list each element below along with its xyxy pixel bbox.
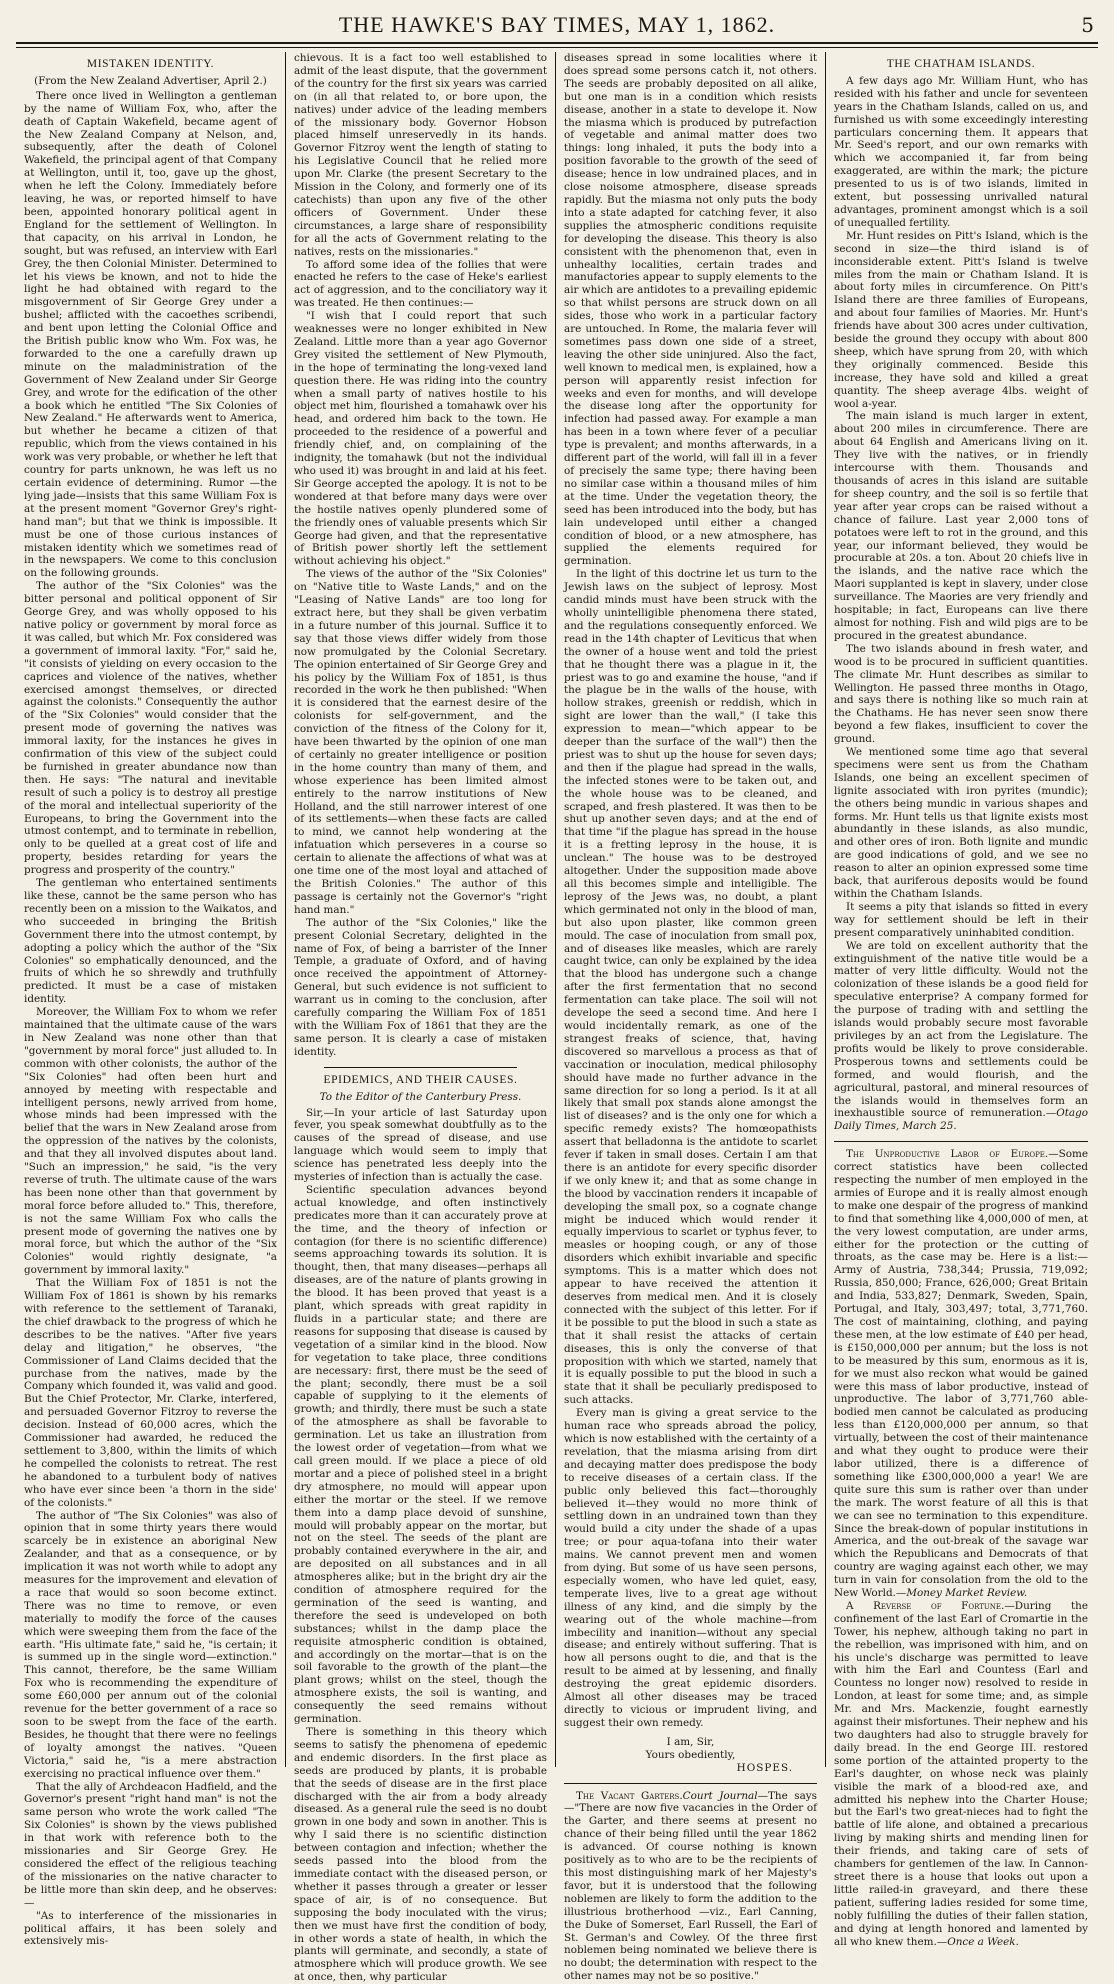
column-4 (826, 52, 1096, 1948)
paragraph: Sir,—In your article of last Saturday upon fever, you speak somewhat doubtfully as to the causes of the spread of disease, and use language which would seem to imply that science has penetrated less deeply into the mysteries of infection than is actually the case. (294, 1106, 547, 1184)
paragraph: That the William Fox of 1851 is not the William Fox of 1861 is shown by his remarks with reference to the settlement of Taranaki, the chief drawback to the progress of which he describes to be the natives. "After five years delay and litigation," he observes, "the Commissioner of Land Claims decided that the purchase from the natives, made by the Company which founded it, was valid and good. But the Chief Protector, Mr. Clarke, interfered, and persuaded Governor Fitzroy to reverse the decision. Instead of 60,000 acres, which the Commissioner had awarded, he reduced the settlement to 3,800, within the limits of which he compelled the colonists to retreat. The rest he abandoned to a turbulent body of natives who have ever since been 'a thorn in the side' of the colonists." (24, 1277, 277, 1509)
paragraph: The main island is much larger in extent, about 200 miles in circumference. There are about 64 English and Americans living on it. They live with the natives, or in friendly intercourse with them. Thousands and thousands of acres in this island are suitable for sheep country, and the soil is so fertile that year after year crops can be raised without a chance of failure. Last year 2,000 tons of potatoes were left to rot in the ground, and this year, our informant believed, they would be procurable at 20s. a ton. About 20 chiefs live in the islands, and the native race which the Maori supplanted is kept in slavery, under close surveillance. The Maories are very friendly and hospitable; in fact, Europeans can live there almost for nothing. Fish and wild pigs are to be procured in the greatest abundance. (834, 410, 1088, 642)
fortune-credit: —Once a Week. (936, 1935, 1019, 1948)
article-separator (834, 1141, 1088, 1142)
paragraph: The views of the author of the "Six Colonies" on "Native title to Waste Lands," and on the "Leasing of Native Lands" are too long for extract here, but they shall be given verbatim in a future number of this journal. Suffice it to say that those views differ widely from those now promulgated by the Colonial Secretary. The opinion entertained of Sir George Grey and his policy by the William Fox of 1851, is thus recorded in the work he then published: "When it is considered that the earnest desire of the colonists for self-government, and the conviction of the fitness of the Colony for it, have been thwarted by the opinion of one man of certainly no greater intelligence or position in the home country than many of them, and whose experience has been limited almost entirely to the narrow institutions of New Holland, and the still narrower interest of one of its settlements—when these facts are called to mind, we cannot help wondering at the infatuation which perseveres in a course so certain to alienate the affections of what was at one time one of the most loyal and attached of the British Colonies." The author of this passage is certainly not the Governor's "right hand man." (294, 568, 547, 916)
paragraph: We mentioned some time ago that several specimens were sent us from the Chatham Islands, one being an excellent specimen of lignite associated with iron pyrites (mundic); the others being mundic in various shapes and forms. Mr. Hunt tells us that lignite exists most abundantly in these islands, as also mundic, and other ores of iron. Both lignite and mundic are good indications of gold, and we see no reason to alter an opinion expressed some time back, that auriferous deposits would be found within the Chatham Islands. (834, 746, 1088, 900)
paragraph: The author of the "Six Colonies" was the bitter personal and political opponent of Sir George Grey, and was wholly opposed to his native policy or government by moral force as it was called, but which Mr. Fox considered was a government of immoral laxity. "For," said he, "it consists of yielding on every occasion to the caprices and violence of the natives, whether exercised amongst themselves, or directed against the colonists." Consequently the author of the "Six Colonies" would consider that the present mode of governing the natives was immoral laxity, for the instances he gives in confirmation of this view of the subject could be furnished in greater abundance now than then. He says: "The natural and inevitable result of such a policy is to destroy all prestige of the moral and intellectual superiority of the Europeans, to bring the Government into the utmost contempt, and to terminate in rebellion, only to be quelled at a great cost of life and property, besides retarding for years the progress and prosperity of the country." (24, 580, 277, 877)
article-credit: —Otago Daily Times, March 25. (834, 1107, 1088, 1133)
paragraph: A few days ago Mr. William Hunt, who has resided with his father and uncle for seventeen years in the Chatham Islands, called on us, and furnished us with some exceedingly interesting particulars concerning them. It appears that Mr. Seed's report, and our own remarks with which we accompanied it, far from being exaggerated, are within the mark; the picture presented to us is of two islands, limited in extent, but possessing unrivalled natural advantages, prominent amongst which is a soil of unequalled fertility. (834, 74, 1088, 229)
signoff-line: I am, Sir, (666, 1735, 715, 1748)
labor-text: —Some correct statistics have been collected respecting the number of men employed in the armies of Europe and it is really almost enough to make one despair of the progress of mankind to find that something like 4,000,000 of men, at the very lowest computation, are under arms, either for the protection or the cutting of throats, as the case may be. Here is a list:—Army of Austria, 738,344; Prussia, 719,092; Russia, 850,000; France, 626,000; Great Britain and India, 533,827; Denmark, Sweden, Spain, Portugal, and Italy, 303,497; total, 3,771,760. The cost of maintaining, clothing, and paying these men, at the low estimate of £40 per head, is £150,000,000 per annum; but the loss is not to be measured by this sum, enormous as it is, for we must also reckon what would be gained were this mass of labor productive, instead of unproductive. The labor of 3,771,760 able-bodied men cannot be calculated as producing less than £120,000,000 per annum, so that virtually, between the cost of their maintenance and what they ought to produce were their labor utilized, there is a difference of something like £300,000,000 a year! We are quite sure this sum is rather over than under the mark. The worst feature of all this is that we can see no termination to this expenditure. Since the break-down of popular institutions in America, and the out-break of the savage war which the Republicans and Democrats of that country are waging against each other, we may turn in vain for consolation from the old to the New World. (834, 1148, 1088, 1600)
newspaper-title: THE HAWKE'S BAY TIMES, MAY 1, 1862. (338, 12, 776, 37)
paragraph: Moreover, the William Fox to whom we refer maintained that the ultimate cause of the wars in New Zealand was none other than that "government by moral force" just alluded to. In common with other colonists, the author of the "Six Colonies" had often been hurt and annoyed by meeting with respectable and intelligent persons, newly arrived from home, whose minds had been impressed with the belief that the wars in New Zealand arose from the oppression of the natives by the colonists, and that they all involved disputes about land. "Such an impression," he said, "is the very reverse of truth. The ultimate cause of the wars has been none other than that government by moral force before alluded to." This, therefore, is not the same William Fox who calls the present mode of governing the natives one by moral force, but which the author of the "Six Colonies" would rightly designate, "a government by immoral laxity." (24, 1006, 277, 1277)
paragraph: That the ally of Archdeacon Hadfield, and the Governor's present "right hand man" is not the same person who wrote the work called "The Six Colonies" is shown by the views published in that work with reference both to the missionaries and Sir George Grey. He considered the effect of the religious teaching of the missionaries on the native character to be little more than skin deep, and he observes:— (24, 1780, 277, 1909)
paragraph: "I wish that I could report that such weaknesses were no longer exhibited in New Zealand. Little more than a year ago Governor Grey visited the settlement of New Plymouth, in the hope of terminating the long-vexed land question there. He was riding into the country when a small party of natives hostile to his object met him, flourished a tomahawk over his head, and ordered him back to the town. He proceeded to the residence of a powerful and friendly chief, and, on complaining of the indignity, the tomahawk (but not the individual who used it) was brought in and laid at his feet. Sir George accepted the apology. It is not to be wondered at that before many days were over the hostile natives openly plundered some of the friendly ones of valuable presents which Sir George had given, and that the representative of British power shortly left the settlement without achieving his object." (294, 310, 547, 568)
paragraph: diseases spread in some localities where it does spread some persons catch it, not others. The seeds are probably deposited on all alike, but one man is in a condition which resists disease, another in a state to develope it. Now the miasma which is produced by putrefaction of vegetable and animal matter does two things: long inhaled, it puts the body into a position favorable to the growth of the seed of disease; hence in low undrained places, and in close noisome atmosphere, disease spreads rapidly. But the miasma not only puts the body into a state adapted for catching fever, it also supplies the atmospheric conditions requisite for developing the disease. This theory is also consistent with the phenomenon that, even in unhealthy localities, certain trades and manufactories appear to supply elements to the air which are antidotes to a prevailing epidemic so that whilst persons are struck down on all sides, those who work in a particular factory are untouched. In Rome, the malaria fever will sometimes pass down one side of a street, leaving the other side uninjured. Also the fact, well known to medical men, is explained, how a person will apparently resist infection for weeks and even for months, and will develope the disease long after the opportunity for infection had passed away. For example a man has been in a town where fever of a peculiar type is prevalent; and months afterwards, in a different part of the world, will fall ill in a fever of precisely the same type; there having been no similar case within a thousand miles of him at the time. Under the vegetation theory, the seed has been introduced into the body, but has lain undeveloped until either a changed condition of blood, or a new atmosphere, has supplied the elements required for germination. (564, 52, 817, 568)
signoff-name: HOSPES. (736, 1761, 793, 1774)
labor-paragraph (834, 1148, 1088, 1600)
headline-mistaken-identity: MISTAKEN IDENTITY. (86, 58, 215, 70)
signoff-line: Yours obediently, (645, 1748, 736, 1761)
article-separator (564, 1783, 817, 1784)
paragraph: Every man is giving a great service to the human race who spreads abroad the policy, which is now established with the certainty of a revelation, that the miasma arising from dirt and decaying matter does predispose the body to receive diseases of a certain class. If the public only believed this fact—thoroughly believed it—they would no more think of settling down in an undrained town than they would build a city under the shade of a upas tree; or pour aqua-tofana into their water mains. We cannot prevent men and women from dying. But some of us have seen persons, especially women, who have led quiet, easy, temperate lives, live to a great age without illness of any kind, and die simply by the wearing out of the whole machine—from imbecility and inanition—without any special disease; and entirely without suffering. That is how all persons ought to die, and that is the result to be aimed at by lessening, and finally destroying the great epidemic disorders. Almost all other diseases may be traced directly to vicious or imprudent living, and suggest their own remedy. (564, 1407, 817, 1729)
paragraph: There is something in this theory which seems to satisfy the phenomena of epedemic and endemic disorders. In the first place as seeds are produced by plants, it is probable that the seeds of disease are in the first place discharged with the air from a body already diseased. As a general rule the seed is no doubt grown in one body and sown in another. This is why I said there is no scientific distinction between contagion and infection; whether the seeds passed into the blood from the immediate contact with the diseased person, or whether it passes through a greater or lesser space of air, is of no consequence. But supposing the body inoculated with the virus; then we must have first the condition of body, in other words a state of health, in which the plants will germinate, and secondly, a state of atmosphere which will produce growth. We see at once, then, why particular (294, 1726, 547, 1984)
fortune-paragraph (834, 1600, 1088, 1948)
paragraph: The author of the "Six Colonies," like the present Colonial Secretary, delighted in the name of Fox, of being a barrister of the Inner Temple, a graduate of Oxford, and of having once received the appointment of Attorney-General, but such evidence is not sufficient to warrant us in coming to the conclusion, after carefully comparing the William Fox of 1851 with the William Fox of 1861 that they are the same person. It is clearly a case of mistaken identity. (294, 916, 547, 1058)
paragraph: The gentleman who entertained sentiments like these, cannot be the same person who has recently been on a mission to the Waikatos, and who succeeded in bringing the British Government there into the utmost contempt, by adopting a policy which the author of the "Six Colonies" so emphatically denounced, and the fruits of which he so shrewdly and truthfully predicted. It must be a case of mistaken identity. (24, 877, 277, 1006)
paragraph: The two islands abound in fresh water, and wood is to be procured in sufficient quantities. The climate Mr. Hunt describes as similar to Wellington. He passed three months in Otago, and says there is nothing like so much rain at the Chathams. He has never seen snow there beyond a few flakes, insufficient to cover the ground. (834, 642, 1088, 746)
headline-chatham-islands: THE CHATHAM ISLANDS. (886, 58, 1036, 70)
garters-lead: The Vacant Garters. (576, 1789, 683, 1802)
page-number: 5 (1081, 13, 1094, 37)
masthead (16, 10, 1098, 44)
labor-credit: —Money Market Review. (895, 1587, 1028, 1600)
paragraph: Scientific speculation advances beyond actual knowledge, and often instinctively predicates more than it can accurately prove at the time, and the theory of infection or contagion (for there is no scientific difference) seems approaching towards its solution. It is thought, then, that many diseases—perhaps all diseases, are of the nature of plants growing in the blood. It has been proved that yeast is a plant, which spreads with great rapidity in fluids in a particular state; and there are reasons for supposing that disease is caused by vegetation of a similar kind in the blood. Now for vegetation to take place, three conditions are necessary: first, there must be the seed of the plant; secondly, there must be a soil capable of supplying to it the elements of growth; and thirdly, there must be such a state of the atmosphere as shall be favorable to germination. Let us take an illustration from the lowest order of vegetation—from what we call green mould. If we place a piece of old mortar and a piece of polished steel in a bright dry atmosphere, no mould will appear upon either the mortar or the steel. If we remove them into a damp place devoid of sunshine, mould will probably appear on the mortar, but not on the steel. The seeds of the plant are probably contained everywhere in the air, and are deposited on all substances and in all atmospheres alike; but in the bright dry air the condition of atmosphere required for the germination of the seed is wanting, and therefore the seed is undeveloped on both substances; whilst in the damp place the requisite atmospheric condition is obtained, and accordingly on the mortar—that is on the soil favorable to the growth of the plant—the plant grows; whilst on the steel, though the atmosphere exists, the soil is wanting, and consequently the seed remains without germination. (294, 1183, 547, 1726)
column-3 (556, 52, 826, 1983)
paragraph: chievous. It is a fact too well established to admit of the least dispute, that the government of the country for the first six years was carried on (in all that related to, or bore upon, the natives) under advice of the leading members of the missionary body. Governor Hobson placed himself unreservedly in its hands. Governor Fitzroy went the length of stating to his Legislative Council that he relied more upon Mr. Clarke (the present Secretary to the Mission in the Colony, and formerly one of its catechists) than upon any five of the other officers of Government. Under these circumstances, a large share of responsibility for all the acts of Government relating to the natives, rests on the missionaries." (294, 52, 547, 258)
paragraph: In the light of this doctrine let us turn to the Jewish laws on the subject of leprosy. Most candid minds must have been struck with the wholly unintelligible phenomena there stated, and the regulations consequently enforced. We read in the 14th chapter of Leviticus that when the owner of a house went and told the priest that he thought there was a plague in it, the priest was to go and examine the house, "and if the plague be in the walls of the house, with hollow strakes, greenish or reddish, which in sight are lower than the wall," (I take this expression to mean—"which appear to be deeper than the surface of the wall") then the priest was to shut up the house for seven days; and then if the plague had spread in the walls, the infected stones were to be taken out, and the whole house was to be cleaned, and scraped, and fresh plastered. It was then to be shut up another seven days; and at the end of that time "if the plague has spread in the house it is a fretting leprosy in the house, it is unclean." The house was to be destroyed altogether. Under the supposition made above all this becomes simple and intelligible. The leprosy of the Jews was, no doubt, a plant which germinated not only in the blood of man, but also upon plaster, like common green mould. The case of inoculation from small pox, and of diseases like measles, which are rarely caught twice, can only be explained by the idea that the blood has undergone such a change after the first fermentation that no second fermentation can take place. The soil will not develope the seed a second time. And here I would incidentally remark, as one of the strangest freaks of science, that, having discovered so marvellous a process as that of vaccination or inoculation, medical philosophy should have made no further advance in the same direction for so long a period. Is it at all likely that small pox stands alone amongst the list of diseases? and is the only one for which a specific remedy exists? The homœopathists assert that belladonna is the antidote to scarlet fever if taken in small doses. Certain I am that there is an antidote for every specific disorder if we only knew it; and that as some change in the blood by vaccination renders it incapable of developing the small pox, so a cognate change might be induced which would render it equally impervious to scarlet or typhus fever, to measles or hooping cough, or any of those disorders which exhibit invariable and specific symptoms. This is a matter which does not appear to have received the attention it deserves from medical men. And it is closely connected with the subject of this letter. For if it be possible to put the blood in such a state as that it shall resist the attacks of certain diseases, this is only the converse of that proposition with which we started, namely that it is equally possible to put the blood in such a state that it shall be peculiarly predisposed to such attacks. (564, 568, 817, 1407)
garters-text: —The says—"There are now five vacancies in the Order of the Garter, and there seems at present no chance of their being filled until the year 1862 is advanced. Of course nothing is known positively as to who are to be the recipients of this most distinguishing mark of her Majesty's favor, but it is understood that the following noblemen are likely to form the addition to the illustrious brotherhood —viz., Earl Canning, the Duke of Somerset, Earl Russell, the Earl of St. German's and Cowley. Of the three first noblemen being nominated we believe there is no doubt; the determination with respect to the other names may not be so positive." (564, 1789, 818, 1983)
article-source: (From the New Zealand Advertiser, April 2.) (34, 74, 267, 87)
paragraph: The author of "The Six Colonies" was also of opinion that in some thirty years there would scarcely be in existence an aboriginal New Zealander, and that as a consequence, or by implication it was not worth while to adopt any measures for the improvement and elevation of a race that would so soon become extinct. There was no time to remove, or even materially to modify the force of the causes which were sweeping them from the face of the earth. "His ultimate fate," said he, "is certain; it is summed up in the single word—extinction." This cannot, therefore, be the same William Fox who is recommending the expenditure of some £60,000 per annum out of the colonial revenue for the better government of a race so soon to be swept from the face of the earth. Besides, he thought that there were no feelings of loyalty amongst the natives. "Queen Victoria," said he, "is a mere abstraction exercising no practical influence over them." (24, 1509, 277, 1780)
paragraph: It seems a pity that islands so fitted in every way for settlement should be left in their present comparatively uninhabited condition. (834, 900, 1088, 939)
article-separator (324, 1067, 517, 1068)
column-2 (286, 52, 556, 1984)
paragraph: There once lived in Wellington a gentleman by the name of William Fox, who, after the death of Captain Wakefield, became agent of the New Zealand Company at Nelson, and, subsequently, after the death of Colonel Wakefield, the principal agent of that Company at Wellington, until it, too, gave up the ghost, when he left the Colony. Immediately before leaving, he was, or reported himself to have been, appointed honorary political agent in England for the settlement of Wellington. In that capacity, on his arrival in London, he sought, but was refused, an interview with Earl Grey, the then Colonial Minister. Determined to let his views be known, and not to hide the light he had obtained with regard to the misgovernment of Sir George Grey under a bushel; afflicted with the cacoethes scribendi, and bent upon letting the Colonial Office and the British public know who Wm. Fox was, he forwarded to the one a carefully drawn up minute on the maladministration of the Government of New Zealand under Sir George Grey, and wrote for the edification of the other a book which he entitled "The Six Colonies of New Zealand." He afterwards went to America, but whether he became a citizen of that republic, which from the views contained in his work was very probable, or whether he left that country for parts unknown, he was left us no certain evidence of determining. Rumor —the lying jade—insists that this same William Fox is at the present moment "Governor Grey's right-hand man"; but that we think is impossible. It must be one of those curious instances of mistaken identity which we sometimes read of in the newspapers. We come to this conclusion on the following grounds. (24, 89, 277, 580)
fortune-text: —During the confinement of the last Earl of Cromartie in the Tower, his nephew, although taking no part in the rebellion, was imprisoned with him, and on his uncle's discharge was permitted to leave with him the Earl and Countess (Earl and Countess no longer now) resolved to reside in London, at least for some time; and, as simple Mr. and Mrs. Mackenzie, fought earnestly against their misfortunes. Their nephew and his two daughters had also to struggle bravely for daily bread. In the end George III. restored some portion of the attainted property to the Earl's daughter, on whose neck was plainly visible the mark of a blood-red axe, and admitted his nephew into the Charter House; but the Earl's two great-nieces had to fight the battle of life alone, and obtained a precarious living by making shirts and mending linen for their friends, and taking care of sets of chambers for gentlemen of the law. In Cannon-street there is a house that looks out upon a little railed-in graveyard, and there these patient, suffering ladies resided for some time, nobly fulfilling the duties of their fallen station, and dying at length honored and lamented by all who knew them. (834, 1599, 1088, 1948)
fortune-lead: A Reverse of Fortune. (846, 1599, 1005, 1612)
paragraph: To afford some idea of the follies that were enacted he refers to the case of Heke's earliest act of aggression, and to the conciliatory way it was treated. He then continues:— (294, 258, 547, 310)
paragraph (834, 940, 1088, 1134)
headline-epidemics: EPIDEMICS, AND THEIR CAUSES. (323, 1073, 518, 1086)
garters-paragraph (564, 1790, 817, 1984)
column-1 (16, 52, 286, 1948)
labor-lead: The Unproductive Labor of Europe. (846, 1148, 1049, 1161)
paragraph: Mr. Hunt resides on Pitt's Island, which is the second in size—the third island is of inconsiderable extent. Pitt's Island is twelve miles from the main or Chatham Island. It is about forty miles in circumference. On Pitt's Island there are three families of Europeans, and about four families of Maories. Mr. Hunt's friends have about 300 acres under cultivation, beside the ground they occupy with about 800 sheep, which have sprung from 20, with which they originally commenced. Beside this increase, they have sold and killed a great quantity. The sheep average 4lbs. weight of wool a-year. (834, 229, 1088, 410)
garters-cite: Court Journal (682, 1789, 758, 1802)
paragraph: "As to interference of the missionaries in political affairs, it has been solely and extensively mis- (24, 1909, 277, 1948)
paragraph-text: We are told on excellent authority that the extinguishment of the native title would be a matter of very little difficulty. Would not the colonization of these islands be a good field for speculative enterprise? A company formed for the purpose of trading with and settling the islands would probably secure most favorable privileges by an act from the Legislature. The profits would be likely to prove considerable. Prosperous towns and settlements could be formed, and would flourish, and the agricultural, pastoral, and mineral resources of the islands would in themselves form an inexhaustible source of remuneration. (834, 939, 1088, 1120)
columns (16, 52, 1098, 1984)
masthead-rule (16, 44, 1098, 48)
letter-address: To the Editor of the Canterbury Press. (319, 1090, 522, 1103)
letter-signoff (564, 1736, 817, 1775)
